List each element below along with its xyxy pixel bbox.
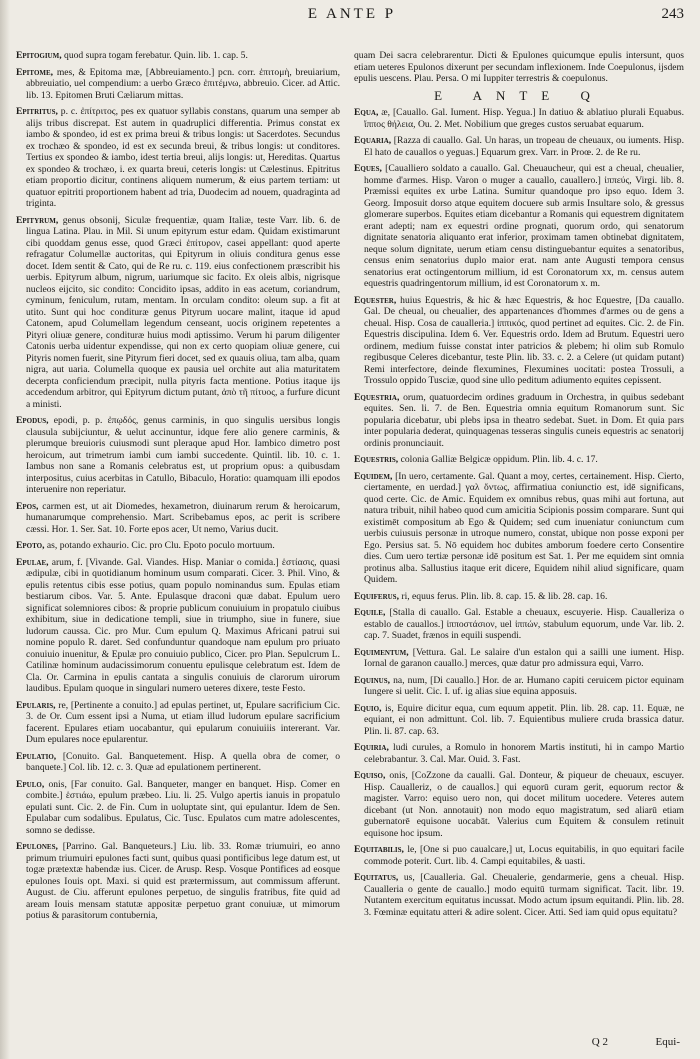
entry-headword: Epitogium, — [16, 50, 62, 61]
dictionary-entry — [354, 770, 684, 839]
dictionary-entry — [16, 841, 340, 922]
dictionary-entry — [16, 67, 340, 102]
entry-headword: Equitatus, — [354, 872, 399, 883]
entry-text: orum, quatuordecim ordines graduum in Orchestra, in quibus sedebant equites. Sen. li. 7. de Ben. Equestria omnia equitum Romanorum sunt. Sic popularia dicebatur, ubi plebs ipsa in theatro sedebat. Suet. in Dom. Et quia pars inter popularia dederat, quinquagenas tesseras singulis cuneis equestris ac senatorij ordinis pronunciauit. — [364, 391, 684, 449]
entry-headword: Equio, — [354, 702, 382, 714]
entry-text: [Parrino. Gal. Banqueteurs.] Liu. lib. 33. Romæ triumuiri, eo anno primum triumuiri epulones facti sunt, quibus quasi pontificibus lege datum est, ut togæ prætextæ habendæ ius. Cicer. de Arusp. Resp. Vosque Pontifices ad eosque epulones Iouis opt. Maxi. si quid est prætermissum, aut commissum afferunt. August. de Ciu. afferunt epulones perpetuo, de singulis fratribus, fite quid ad aream Iouis mensam statutæ appositæ perpetuo grant conuiuæ, ut mimorum potius & parasitorum contubernia, — [26, 841, 340, 921]
entry-headword: Epulatio, — [16, 750, 57, 762]
dictionary-entry — [354, 703, 684, 738]
entry-headword: Epitome, — [16, 66, 54, 78]
catchword: Equi- — [655, 1036, 680, 1048]
running-title: E ANTE P — [307, 6, 397, 22]
dictionary-entry — [354, 50, 684, 85]
dictionary-entry — [16, 106, 340, 210]
entry-headword: Equa, — [354, 107, 379, 118]
entry-text: p. c. ἐπίτριτος, pes ex quatuor syllabis constans, quarum una semper ab alijs tribus discrepat. Est autem in quadruplici differentia. Primus constat ex iambo & spondeo, id est ex prima breui & tribus longis: ut Sacerdotes. Secundus ex trochæo & spondeo, id est ex secunda breui, & tribus longis: ut conditores. Tertius ex spondeo & iambo, idest tertia breui, alijs longis: ut, Hereditas. Quartus ex spondeo & trochæo, i. ex quarta breui, ceteris longis: ut Cælestinus. Epitritus etiam proportio dicitur, continens aliquem numerum, & eius partem tertiam: ut quatuor epitriti proportionem habent ad tria, Duodecim ad nouem, quadraginta ad triginta. — [26, 106, 340, 209]
entry-headword: Epularis, — [16, 699, 56, 711]
entry-headword: Eques, — [354, 163, 382, 174]
entry-headword: Equinus, — [354, 674, 391, 686]
dictionary-entry — [354, 675, 684, 698]
entry-text: mes, & Epitoma mæ, [Abbreuiamento.] pcn. corr. ἐπιτομὴ, breuiarium, abbreuiatio, uel compendium: a uerbo Græco ἐπιτέμνω, abbreuio. Cicer. ad Attic. lib. 13. Epitomen Bruti Cæliarum mittas. — [26, 66, 340, 101]
dictionary-entry — [16, 50, 340, 62]
entry-headword: Equester, — [354, 294, 397, 306]
entry-text: epodi, p. p. ἐπῳδός, genus carminis, in quo singulis uersibus longis clausula subijciuntur, & uelut accinuntur, idque fere alio genere carminis, & plerumque breuioris cuiusmodi sunt pleraque apud Hor. Iambico dimetro post heroicum, aut trimetrum iambi cum iambi succedente. Quintil. lib. 10. c. 1. Iambus non sane a Romanis celebratus est, ut proprium opus: a quibusdam interpositus, cuius acerbitas in Catullo, Bibaculo, Horatio: quamquam illi epodos interuenire non reperiatur. — [26, 415, 340, 495]
dictionary-entry — [16, 751, 340, 774]
page-header — [20, 6, 684, 28]
entry-headword: Epitritus, — [16, 106, 58, 117]
entry-headword: Epulones, — [16, 841, 58, 852]
entry-text: ludi curules, a Romulo in honorem Martis instituti, hi in campo Martio celebrabantur. 3. Cal. Mar. Ouid. 3. Fast. — [364, 742, 684, 765]
dictionary-entry — [354, 647, 684, 670]
entry-text: [In uero, certamente. Gal. Quant a moy, certes, certainement. Hisp. Cierto, ciertamente, en uerdad.] γαλ ὄντως, affirmatiua coniunctio est, idē significans, quod certe. Cic. de Amic. Equidem ex omnibus rebus, quas mihi aut fortuna, aut natura tribuit, nihil habeo quod cum amicitia Scipionis possim comparare. Sunt qui existimēt compositum ab Ego & Quidem; sed cum inueniatur coniunctum cum uerbis cuiusuis personæ in utroque numero, constat, ubique non posse exponi per Ego. Persius sat. 5. Nō equidem hoc dubites amborum foedere certo Consentire dies. Cum uero tertiæ personæ idē positum est Sat. 1. Per me equidem sint omnia protinus alba. Sallustius itaque erit dicere, Equidem nihil aliud significare, quam Quidem. — [364, 470, 684, 585]
entry-text: is, Equire dicitur equa, cum equum appetit. Plin. lib. 28. cap. 11. Equæ, ne equiant, ei non admittunt. Col. lib. 7. Equientibus muliere cruda brassica datur. Plin. li. 87. cap. 63. — [364, 702, 684, 737]
dictionary-entry — [16, 779, 340, 837]
dictionary-entry — [354, 392, 684, 450]
entry-headword: Equitabilis, — [354, 844, 404, 855]
entry-text: quam Dei sacra celebrarentur. Dicti & Epulones quicumque epulis intersunt, quos etiam ueteres Epulonos dixerunt per secundam inflexionem. Inde Coepulonus, ijsdem epulis uescens. Plau. Persa. O mi Iuppiter terrestris & coepulonus. — [354, 50, 684, 84]
entry-headword: Epodus, — [16, 415, 49, 426]
dictionary-entry — [354, 742, 684, 765]
entry-headword: Equestris, — [354, 454, 399, 465]
entry-headword: Epos, — [16, 500, 39, 512]
dictionary-entry — [16, 540, 340, 552]
entry-text: na, num, [Di cauallo.] Hor. de ar. Humano capiti ceruicem pictor equinam Iungere si uelit. Cic. I. uf. ig alias siue equina apposuis. — [364, 674, 684, 697]
page-number: 243 — [661, 6, 684, 22]
dictionary-entry — [354, 135, 684, 158]
dictionary-entry — [354, 844, 684, 867]
entry-text: genus obsonij, Siculæ frequentiæ, quam Italiæ, teste Varr. lib. 6. de lingua Latina. Plau. in Mil. Si unum epityrum estur edam. Quidam existimarunt cibi quoddam genus esse, quod Græci ἐπίτυρον, casei appellant: quod aperte refragatur Columellæ auctoritas, qui Epityrum in oliuis conditura genus esse docet. Idem sentit & Cato, qui de Re ru. c. 119. eius confectionem præscribit his uerbis. Epityrum album, nigrum, uariumque sic facito. Ex oleis albis, nigrisque nucleos eijcito, sic condito: Concidito ipsas, addito in eas acetum, coriandrum, cyminum, feniculum, rutam, mentam. In orculam condito: oleum sup. a fit at utito. Sunt qui hoc condituræ genus Pityrum uocare malint, itaque id apud Catonem, apud Columellam legendum censeant, uocis originem repetentes a Pityri oliuæ genere, condituræ huius modi aptissimo. Verum hi parum diligenter Catonis uerba uidentur expendisse, qui non ex certo quopiam oliuæ genere, cui Pityris nomen fuerit, sine Pityrum fieri docet, sed ex quauis oliua, tam alba, quam nigra, aut uaria. Columella quoque ex pausia uel orchite aut alia maturitatem decerpta conficiendum præcipit, nulla pityris facta mentione. Potius itaque ijs accedendum arbitror, qui Epityrum dictum putant, ἀπὸ τῆ πίτυος, a furfure dicunt a ministi. — [26, 214, 340, 410]
entry-headword: Equaria, — [354, 135, 392, 146]
entry-text: onis, [CoZzone da caualli. Gal. Donteur, & piqueur de cheuaux, escuyer. Hisp. Caualleriz, o de cauallos.] qui equorū curam gerit, equorum rector & magister. Varro: equiso uero non, qui docet militum uocedere. Veteres autem dicebant (ut Non. annotauit) non modo equo magistratum, sed aliarū etiam gubernatorē equisone uocabāt. Valerius cum Equitem & consulem retinuit equisone hoc ipsum. — [364, 770, 684, 839]
dictionary-entry — [16, 215, 340, 411]
dictionary-entry — [16, 700, 340, 746]
entry-text: re, [Pertinente a conuito.] ad epulas pertinet, ut, Epulare sacrificium Cic. 3. de Or. Cum essent ipsi a Numa, ut etiam illud ludorum epulare sacrificium facerent. Epulares etiam uocabantur, qui epularum conuiuiiis intererant. Var. Dum epulares noce epularentur. — [26, 699, 340, 745]
entry-text: quod supra togam ferebatur. Quin. lib. 1. cap. 5. — [64, 50, 248, 61]
entry-text: colonia Galliæ Belgicæ oppidum. Plin. lib. 4. c. 17. — [400, 454, 598, 465]
entry-headword: Equiria, — [354, 742, 389, 753]
entry-headword: Epityrum, — [16, 214, 59, 226]
entry-headword: Equestria, — [354, 391, 400, 403]
entry-text: æ, [Cauallo. Gal. Iument. Hisp. Yegua.] In datiuo & ablatiuo plurali Equabus. ἵππος θήλεια, Ou. 2. Met. Nobilium que greges custos seruabat equarum. — [364, 107, 684, 130]
entry-text: onis, [Far conuito. Gal. Banqueter, manger en banquet. Hisp. Comer en combite.] ἑστιάω, epulum præbeo. Liu. li. 25. Vulgo apertis ianuis in propatulo epulati sunt. Cic. 2. de Fin. Cum in uoluptate sint, qui epulantur. Idem de Sen. Epulabar cum sodalibus. Epulatus, Cic. Tusc. Epulatos cum matre adolescentes, somno se dedisse. — [26, 778, 340, 836]
dictionary-entry — [354, 591, 684, 603]
entry-text: ri, equus ferus. Plin. lib. 8. cap. 15. & lib. 28. cap. 16. — [401, 590, 608, 602]
dictionary-entry — [354, 607, 684, 642]
entry-headword: Equimentum, — [354, 646, 409, 658]
dictionary-entry — [354, 454, 684, 466]
dictionary-entry — [354, 107, 684, 130]
dictionary-entry — [354, 872, 684, 918]
entry-text: us, [Caualleria. Gal. Cheualerie, gendarmerie, gens a cheual. Hisp. Caualleria o gente de cauallo.] modo equitū turmam significat. Tacit. libr. 19. Nutantem exercitum equitatus incussat. Modo actum ipsum equitandi. Plin. lib. 28. 3. Fœminæ equitatu atteri & adire solent. Cicer. Atti. Sed iam quid opus equitatu? — [364, 872, 684, 918]
entry-headword: Equile, — [354, 607, 386, 618]
entry-text: [Razza di cauallo. Gal. Un haras, un tropeau de cheuaux, ou iuments. Hisp. El hato de cauallos o yeguas.] Equarum grex. Varr. in Proœ. 2. de Re ru. — [364, 135, 684, 158]
dictionary-entry — [354, 163, 684, 290]
entry-text: as, potando exhaurio. Cic. pro Clu. Epoto poculo mortuum. — [46, 540, 275, 551]
entry-text: arum, f. [Vivande. Gal. Viandes. Hisp. Maniar o comida.] ἑστίασις, quasi ædipulæ, cibi in quotidianum hominum usum comparati. Cicer. 3. Phil. Vino, & epulis retentus cibis esse potius, quam populo nominandus sum. Epulas etiam bestiarum cibos. Var. 5. Ante. Epulasque draconi quæ dabat. Epulum uero significat solemniores cibos: & proprie publicum conuiuium in propatulo ciuibus exhibitum, siue in dedicatione templi, siue in triumpho, siue in funere, siue ludorum caussa. Cic. pro Mur. Cum epulum Q. Maximus Africani patrui sui nomine populo R. daret. Sed confunduntur quandoque nam epulum pro priuato conuiuio inuenitur, & Epulæ pro conuiuio publico, Cicer. pro Plan. Sepulcrum L. Catilinæ hominum audacissimorum conuentu epulisque celebratum est. Idem de Cla. Or. Carmina in epulis cantata a singulis conuiuis de clarorum uirorum laudibus. Epulam quoque in singulari numero ueteres dixere, teste Festo. — [26, 556, 340, 694]
entry-text: [Vettura. Gal. Le salaire d'un estalon qui a sailli une iument. Hisp. Iornal de garanon cauallo.] merces, quæ datur pro admissura equi, Varro. — [364, 646, 684, 669]
dictionary-entry — [354, 295, 684, 387]
entry-headword: Equiferus, — [354, 590, 399, 602]
entry-text: [Conuito. Gal. Banquetement. Hisp. A quella obra de comer, o banquete.] Col. lib. 12. c. 3. Quæ ad epulationem pertinerent. — [26, 750, 340, 773]
entry-text: [Stalla di cauallo. Gal. Estable a cheuaux, escuyerie. Hisp. Caualleriza o establo de cauallos.] ἱπποστάσιον, uel ἱππών, stabulum equorum, unde Var. lib. 2. cap. 7. Suadet, frænos in equili suspendi. — [364, 607, 684, 641]
entry-headword: Epulae, — [16, 556, 49, 568]
entry-text: huius Equestris, & hic & hæc Equestris, & hoc Equestre, [Da cauallo. Gal. De cheual, ou cheualier, des appartenances d'hommes d'armes ou de gens a cheual. Hisp. Cosa de caualleria.] ἱππικός, quod pertinet ad equites. Cic. 2. de Fin. Equestris discipulina. Idem 6. Ver. Equestris ordo. Idem ad Brutum. Equestri uero ordinem, medium fuisse constat inter patricios & plebem; hi olim sub Romulo regibusque Celeres dicebantur, teste Plin. lib. 33. c. 2. a Celere (ut quidam putant) Remi interfectore, deinde flexumines, Flexumines uocitati: postea Trossuli, a Trossulo oppido Tusciæ, quod sine ullo peditum adiumento equites cepissent. — [364, 294, 684, 386]
left-column — [16, 50, 340, 1040]
signature-mark: Q 2 — [591, 1036, 608, 1048]
entry-headword: Epulo, — [16, 778, 45, 790]
entry-headword: Epoto, — [16, 540, 45, 551]
section-heading: E ANTE Q — [434, 87, 604, 103]
dictionary-entry — [16, 501, 340, 536]
right-column — [354, 50, 684, 1040]
entry-text: [Caualliero soldato a cauallo. Gal. Cheuaucheur, qui est a cheual, cheualier, homme d'armes. Hisp. Varon o muger a cauallo, cauallero.] ἱππεύς, Virgi. lib. 8. Præmissi equites ex urbe Latina. Sumitur quandoque pro ipso equo. Idem 3. Georg. Imposuit dorso atque equitem docuere sub armis Insultare solo, & gressus glomerare superbos. Equites etiam dicebantur a Romanis qui equestrem dignitatem erant adepti; nam ex equestri ordine prognati, quorum ordo, qui senatorum dignitate senatoria aliquanto erat inferior, proximam tamen obtinebat dignitatem, neque solum dignitate, uerum etiam censu distinguebantur equites a senatoribus, census enim senatorius duplo maior erat. nam ante Augusti tempora census senatorius erat octingentorum millium, id est Coronatorum xx, m. census autem equestris quadringentorum millium, id est Coronatorum x. m. — [364, 163, 684, 289]
dictionary-entry — [354, 471, 684, 586]
entry-text: le, [One si puo caualcare,] ut, Locus equitabilis, in quo equitari facile commode poterit. Curt. lib. 4. Campi equitabiles, & uasti. — [364, 844, 684, 867]
dictionary-entry — [16, 415, 340, 496]
entry-headword: Equidem, — [354, 470, 393, 482]
dictionary-entry — [16, 557, 340, 695]
entry-text: carmen est, ut ait Diomedes, hexametron, diuinarum rerum & heroicarum, humanarumque comprehensio. Mart. Scribebamus epos, ac perit is scribere cæssi. Hor. 1. Ser. Sat. 10. Forte epos acer, Ut nemo, Varius ducit. — [26, 500, 340, 535]
entry-headword: Equiso, — [354, 770, 386, 781]
